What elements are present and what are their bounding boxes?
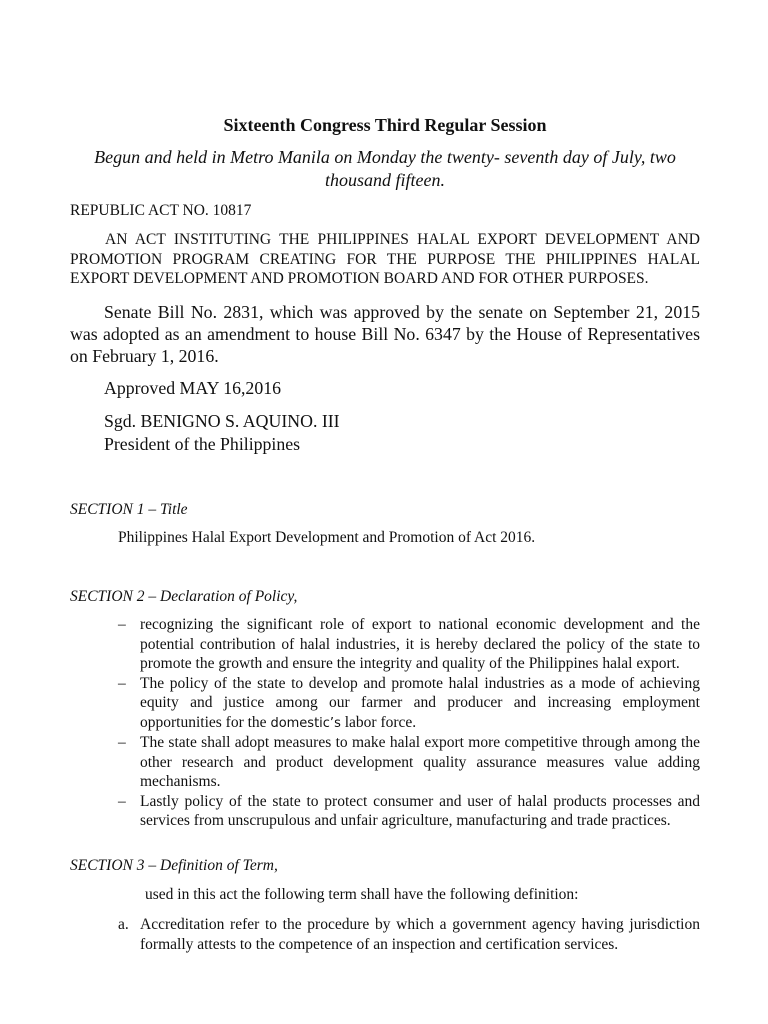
approval-date: Approved MAY 16,2016	[104, 378, 281, 398]
list-item-text: The state shall adopt measures to make halal export more competitive through among the other research and product development quality assurance measures value adding mechanisms.	[140, 734, 700, 790]
dash-bullet: –	[118, 674, 126, 692]
definition-text: Accreditation refer to the procedure by which a government agency having jurisdiction formally attests to the competence of an inspection and certification services.	[140, 916, 700, 953]
list-item-text: recognizing the significant role of export to national economic development and the potential contribution of halal industries, it is hereby declared the policy of the state to promote the growth and ensure the integrity and quality of the Philippines halal export.	[140, 616, 700, 672]
list-item-text: The policy of the state to develop and promote halal industries as a mode of achieving equity and justice among our farmer and producer and increasing employment opportunities for the	[140, 674, 700, 731]
section-3-heading: SECTION 3 – Definition of Term,	[70, 857, 278, 874]
act-title: AN ACT INSTITUTING THE PHILIPPINES HALAL EXPORT DEVELOPMENT AND PROMOTION PROGRAM CREATING FOR THE PURPOSE THE PHILIPPINES HALAL EXPORT DEVELOPMENT AND PROMOTION BOARD AND FOR OTHER PURPOSES.	[70, 231, 700, 287]
legislative-history: Senate Bill No. 2831, which was approved by the senate on September 21, 2015 was adopted as an amendment to house Bill No. 6347 by the House of Representatives on February 1, 2016.	[70, 302, 700, 366]
dash-bullet: –	[118, 792, 126, 810]
list-item-text: Lastly policy of the state to protect consumer and user of halal products processes and services from unscrupulous and unfair agriculture, manufacturing and trade practices.	[140, 792, 700, 829]
session-title: Sixteenth Congress Third Regular Session	[223, 115, 547, 135]
section-1-body: Philippines Halal Export Development and Promotion of Act 2016.	[118, 529, 536, 546]
letter-marker: a.	[118, 916, 129, 933]
act-number: REPUBLIC ACT NO. 10817	[70, 202, 252, 219]
section-3-intro: used in this act the following term shall have the following definition:	[145, 886, 579, 903]
section-2-heading: SECTION 2 – Declaration of Policy,	[70, 588, 298, 605]
list-item	[70, 792, 700, 831]
section-1-heading: SECTION 1 – Title	[70, 501, 188, 518]
policy-list	[70, 615, 700, 831]
session-subtitle: Begun and held in Metro Manila on Monday the twenty- seventh day of July, two thousand fifteen.	[94, 147, 676, 190]
list-item	[70, 733, 700, 792]
dash-bullet: –	[118, 734, 126, 751]
list-item	[70, 674, 700, 734]
signature-block	[104, 410, 700, 456]
list-item-text-end: labor force.	[340, 713, 417, 731]
list-item-alt-font-word: domestic’s	[270, 715, 341, 731]
dash-bullet: –	[118, 616, 126, 633]
signatory-title: President of the Philippines	[104, 434, 301, 454]
list-item	[70, 615, 700, 674]
signatory-name: Sgd. BENIGNO S. AQUINO. III	[104, 411, 340, 431]
definition-list	[70, 915, 700, 954]
definition-item	[70, 915, 700, 954]
